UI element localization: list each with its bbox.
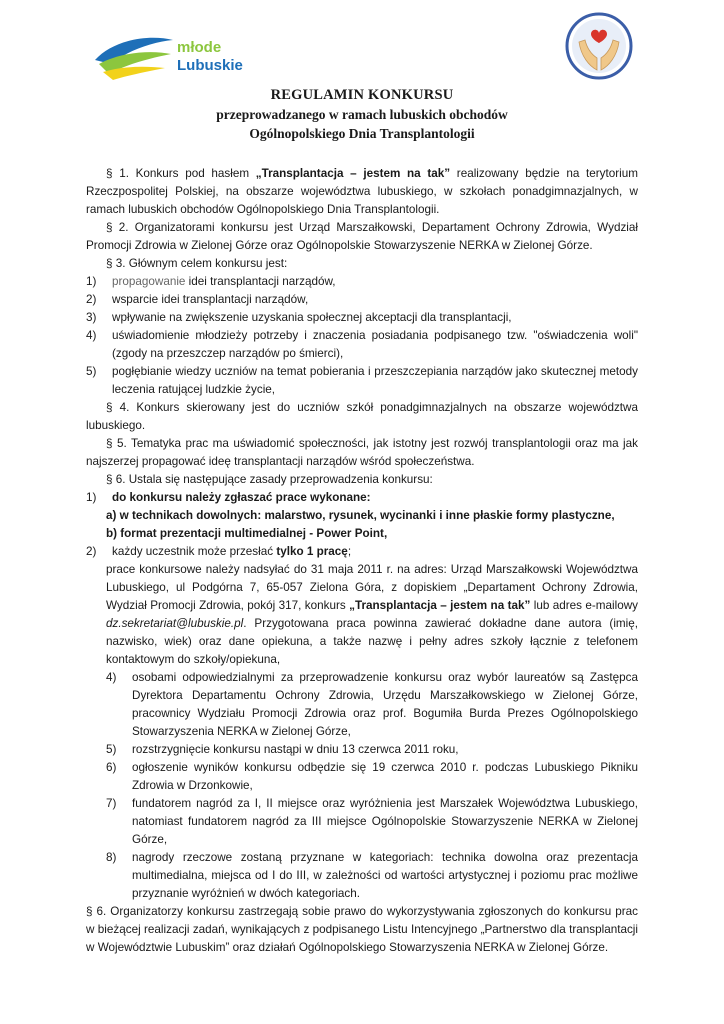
list-item-text: fundatorem nagród za I, II miejsce oraz wyróżnienia jest Marszałek Województwa Lubuskiego, natomiast fundatorem nagród za III miejsce Ogólnopolskie Stowarzyszenie NERKA w Zielonej Górze, [132,797,638,846]
rule-1-text: do konkursu należy zgłaszać prace wykonane: [112,491,371,504]
list-item [106,795,638,849]
rule-1-option-b: b) format prezentacji multimedialnej - Power Point, [106,527,388,540]
paragraph-1-post: realizowany będzie na terytorium Rzeczpospolitej Polskiej, na obszarze województwa lubuskiego, w szkołach ponadgimnazjalnych, w ramach lubuskich obchodów Ogólnopolskiego Dnia Transplantologii. [86,167,638,216]
list-item-text: wsparcie idei transplantacji narządów, [112,293,309,306]
email-link[interactable]: dz.sekretariat@lubuskie.pl [106,617,244,630]
list-item-text: ogłoszenie wyników konkursu odbędzie się 19 czerwca 2010 r. podczas Lubuskiego Pikniku Zdrowia w Drzonkowie, [132,761,638,792]
rule-2-post: ; [347,545,352,558]
title-line-3: Ogólnopolskiego Dnia Transplantologii [249,126,475,141]
address-mid: lub adres e-mailowy [530,599,638,612]
rule-2-body [112,543,638,561]
document-body [86,165,638,957]
document-title [0,86,724,143]
mlode-lubuskie-logo [93,30,253,82]
rule-1-body [112,489,638,507]
list-item-number: 4) [106,671,117,684]
list-item [106,669,638,741]
list-item-text: rozstrzygnięcie konkursu nastąpi w dniu 13 czerwca 2011 roku, [132,743,459,756]
list-item-text: wpływanie na zwiększenie uzyskania społecznej akceptacji dla transplantacji, [112,311,512,324]
contest-slogan: „Transplantacja – jestem na tak” [255,167,451,180]
svg-text:Lubuskie: Lubuskie [177,57,243,74]
hands-heart-icon [565,12,633,80]
list-item [106,849,638,903]
rule-2 [86,543,638,561]
title-line-1: REGULAMIN KONKURSU [270,87,454,103]
list-item-text: osobami odpowiedzialnymi za przeprowadzenie konkursu oraz wybór laureatów są Zastępca Dyrektora Departamentu Ochrony Zdrowia, Urzędu Marszałkowskiego w Zielonej Górze, pracownicy Wydziału Promocji Zdrowia oraz prof. Bogumiła Burda Prezes Ogólnopolskiego Stowarzyszenia NERKA w Zielonej Górze, [132,671,638,738]
transplantation-emblem [565,12,633,80]
paragraph-5: § 5. Tematyka prac ma uświadomić społeczności, jak istotny jest rozwój transplantologii oraz ma jak najszerzej propagować ideę transplantacji narządów wśród społeczeństwa. [86,437,638,468]
list-item-number: 3) [86,311,97,324]
paragraph-4: § 4. Konkurs skierowany jest do uczniów szkół ponadgimnazjalnych na obszarze województwa lubuskiego. [86,401,638,432]
list-item [86,363,638,399]
address-pre: prace konkursowe należy nadsyłać do 31 maja 2011 r. na adres: Urząd Marszałkowski Województwa Lubuskiego, ul Podgórna 7, 65-057 Zielona Góra, z dopiskiem „Departament Ochrony Zdrowia, Wydział Promocji Zdrowia, pokój 317, konkurs [106,563,638,612]
title-line-2: przeprowadzanego w ramach lubuskich obchodów [216,107,508,122]
paragraph-2: § 2. Organizatorami konkursu jest Urząd Marszałkowski, Departament Ochrony Zdrowia, Wydział Promocji Zdrowia w Zielonej Górze oraz Ogólnopolskie Stowarzyszenie NERKA w Zielonej Górze. [86,221,638,252]
list-item-number: 6) [106,761,117,774]
goals-list [86,273,638,399]
list-item-number: 1) [86,275,97,288]
list-item [86,291,638,309]
goal-1-text: idei transplantacji narządów, [185,275,336,288]
mlode-lubuskie-logo-graphic [93,30,253,82]
list-item [106,759,638,795]
list-item-text: uświadomienie młodzieży potrzeby i znaczenia posiadania podpisanego tzw. "oświadczenia woli" (zgody na przeszczep narządów po śmierci), [112,329,638,360]
list-item [86,327,638,363]
rule-2-bold: tylko 1 pracę [276,545,348,558]
paragraph-3: § 3. Głównym celem konkursu jest: [106,257,288,270]
paragraph-1-pre: § 1. Konkurs pod hasłem [106,167,256,180]
paragraph-6: § 6. Ustala się następujące zasady przeprowadzenia konkursu: [106,473,433,486]
list-item-number: 4) [86,329,97,342]
paragraph-1 [86,165,638,219]
svg-text:młode: młode [177,39,222,56]
list-item-text [112,273,638,291]
list-item-number: 5) [106,743,117,756]
list-item-number: 5) [86,365,97,378]
paragraph-7: § 6. Organizatorzy konkursu zastrzegają sobie prawo do wykorzystywania zgłoszonych do konkursu prac w bieżącej realizacji zadań, wynikających z podpisanego Listu Intencyjnego „Partnerstwo dla transplantacji w Województwie Lubuskim” oraz działań Ogólnopolskiego Stowarzyszenia NERKA w Zielonej Górze. [86,905,638,954]
rules-list [86,669,638,903]
list-item-text: pogłębianie wiedzy uczniów na temat pobierania i przeszczepiania narządów jako skutecznej metody leczenia ratującej ludzkie życie, [112,365,638,396]
rule-1 [86,489,638,507]
list-item-number: 7) [106,797,117,810]
list-item-number: 1) [86,491,97,504]
list-item-number: 8) [106,851,117,864]
list-item [86,273,638,291]
submission-address [86,561,638,669]
rule-1-option-a: a) w technikach dowolnych: malarstwo, rysunek, wycinanki i inne płaskie formy plastyczne, [106,509,615,522]
goal-1-prefix: propagowanie [112,275,186,288]
list-item [86,309,638,327]
address-slogan: „Transplantacja – jestem na tak” [349,599,531,612]
list-item-text: nagrody rzeczowe zostaną przyznane w kategoriach: technika dowolna oraz prezentacja multimedialna, miejsca od I do III, w zależności od wartości artystycznej i poziomu prac możliwe przyznanie wyróżnień w dwóch kategoriach. [132,851,638,900]
list-item-number: 2) [86,545,97,558]
rule-2-pre: każdy uczestnik może przesłać [112,545,277,558]
address-post: . Przygotowana praca powinna zawierać dokładne dane autora (imię, nazwisko, wiek) oraz dane opiekuna, a także nazwę i pełny adres szkoły łącznie z telefonem kontaktowym do szkoły/opiekuna, [106,617,638,666]
list-item-number: 2) [86,293,97,306]
list-item [106,741,638,759]
